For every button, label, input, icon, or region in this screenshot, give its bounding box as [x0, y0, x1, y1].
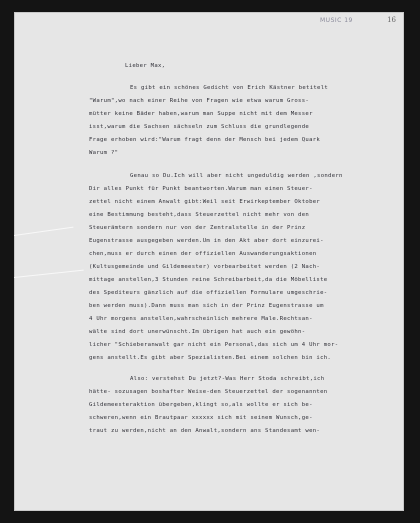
text-line: "Warum",wo nach einer Reihe von Fragen wie etwa warum Gross-	[89, 98, 310, 104]
text-line: 4 Uhr morgens anstellen,wahrscheinlich mehrere Male.Rechtsan-	[89, 316, 313, 322]
text-line: mittage anstellen,3 Stunden reine Schreibarbeit,da die Möbelliste	[89, 277, 328, 283]
text-line: (Kultusgemeinde und Gildemeester) vorbearbeitet werden (2 Nach-	[89, 264, 321, 270]
text-line: gens anstellt.Es gibt aber Spezialisten.Bei einem solchen bin ich.	[89, 355, 332, 361]
text-line: zettel nicht einem Anwalt gibt:Weil seit Erwirkeptember Oktober	[89, 199, 321, 205]
salutation: Lieber Max,	[125, 63, 166, 69]
text-line: Genau so Du.Ich will aber nicht ungeduldig werden ,sondern	[130, 173, 343, 179]
text-line: eine Bestimmung besteht,dass Steuerzettel nicht mehr von den	[89, 212, 310, 218]
letter-body	[14, 12, 404, 511]
text-line: chen,muss er durch einen der offiziellen Auswanderungsaktionen	[89, 251, 317, 257]
letter-page	[14, 12, 404, 511]
text-line: Gildemeesteraktion übergeben,klingt so,als wollte er sich be-	[89, 402, 313, 408]
text-line: Also: verstehst Du jetzt?-Was Herr Stoda schreibt,ich	[130, 376, 325, 382]
text-line: Frage erhoben wird:"Warum fragt denn der Mensch bei jedem Quark	[89, 137, 321, 143]
text-line: Es gibt ein schönes Gedicht von Erich Kästner betitelt	[130, 85, 329, 91]
text-line: ben werden muss).Dann muss man sich in der Prinz Eugenstrasse um	[89, 303, 324, 309]
text-line: wälte sind dort unerwünscht.Im übrigen hat auch ein gewöhn-	[89, 329, 306, 335]
text-line: Eugenstrasse ausgegeben werden.Um in den Akt aber dort einzurei-	[89, 238, 324, 244]
text-line: Steuerämtern sondern nur von der Zentralstelle in der Prinz	[89, 225, 306, 231]
page-number: 16	[387, 16, 396, 24]
text-line: des Spediteurs gänzlich auf die offiziellen Formulare umgeschrie-	[89, 290, 328, 296]
text-line: isst,warum die Sachsen sächseln zum Schluss die grundlegende	[89, 124, 310, 130]
text-line: Dir alles Punkt für Punkt beantworten.Warum man einen Steuer-	[89, 186, 313, 192]
text-line: licher "Schieberanwalt gar nicht ein Personal,das sich um 4 Uhr mor-	[89, 342, 339, 348]
text-line: hätte- sozusagen boshafter Weise-den Steuerzettel der sogenannten	[89, 389, 328, 395]
text-line: Warum ?"	[89, 150, 119, 156]
text-line: traut zu werden,nicht an den Anwalt,sondern ans Standesamt wen-	[89, 428, 321, 434]
text-line: mütter keine Bäder haben,warum man Suppe nicht mit dem Messer	[89, 111, 313, 117]
text-line: schweren,wenn ein Brautpaar xxxxxx sich mit seinem Wunsch,ge-	[89, 415, 313, 421]
pencil-annotation: MUSIC 19	[320, 17, 353, 24]
